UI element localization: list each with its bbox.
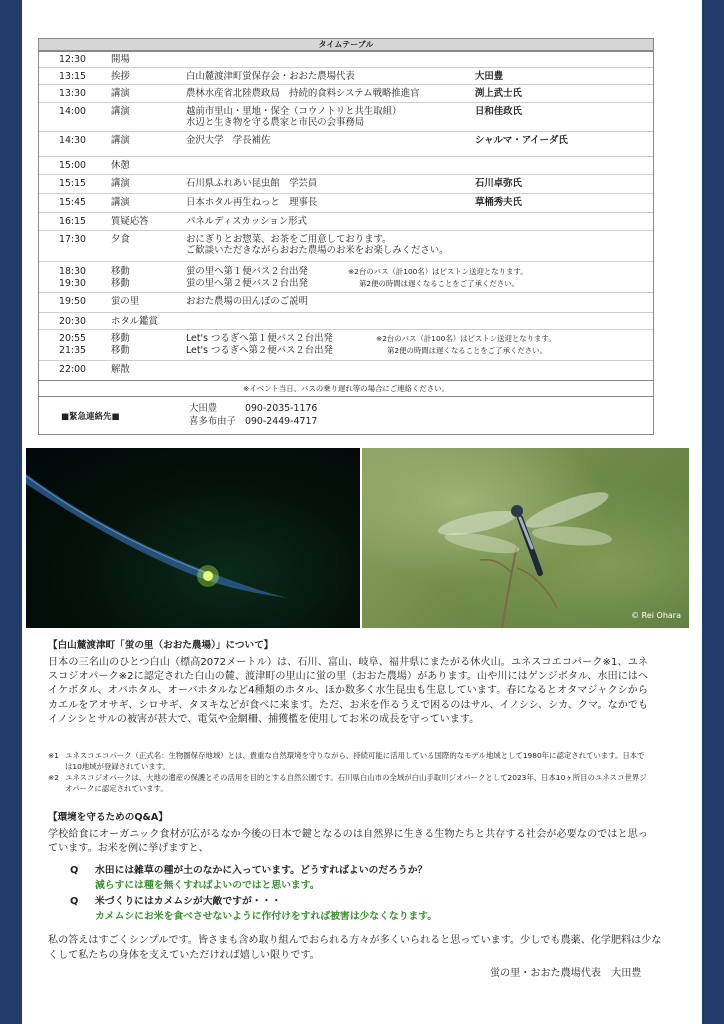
row-time: 22:00 [59,364,87,375]
dragonfly-photo [362,448,689,628]
row-time: 14:00 [59,106,87,117]
row-description [186,296,516,307]
row-label: 移動 [111,333,130,344]
firefly-on-leaf-image [26,448,360,628]
row-description [186,178,516,189]
row-time: 19:30 [59,278,87,289]
qa-heading: 【環境を守るためのQ&A】 [48,812,168,823]
contact-phone: 090-2035-1176 [245,403,318,414]
footnote-2 [48,772,658,794]
description-line: 蛍の里へ第１便バス２台出発 [186,266,308,277]
contact-name: 大田豊 [189,403,218,414]
row-description [186,197,516,208]
row-label: 移動 [111,278,130,289]
qa-item [70,864,630,894]
qa-item [70,895,630,925]
row-time: 17:30 [59,234,87,245]
about-heading: 【白山麓渡津町「蛍の里（おおた農場）」について】 [48,640,274,651]
question-text: 米づくりにはカメムシが大敵ですが・・・ [95,896,282,907]
bus-note: 第2便の時間は遅くなることをご了承ください。 [387,346,547,355]
description-line: 石川県ふれあい昆虫館 学芸員 [186,178,318,189]
row-label: 講演 [111,135,130,146]
closing-text: 私の答えはすごくシンプルです。皆さまも含め取り組んでおられる方々が多くいられると思っています。少しでも農薬、化学肥料は少なくして私たちの身体を支えていただければ嬉しい限りです。 [48,935,662,961]
footnote-text: ユネスコジオパークは、大地の遺産の保護とその活用を目的とする自然公園です。石川県白山市の全域が白山手取川ジオパークとして2023年、日本10ヶ所目のユネスコ世界ジオパークに認定されています。 [65,773,647,793]
description-line: 白山麓渡津町蛍保存会・おおた農場代表 [186,71,355,82]
description-line: 水辺と生き物を守る農家と市民の会事務局 [186,117,365,128]
row-label: 解散 [111,364,130,375]
answer-text: 減らすには種を無くすればよいのではと思います。 [95,880,320,891]
bus-note: ※2台のバス（計100名）はピストン送迎となります。 [348,267,528,276]
timetable-footnote: ※イベント当日、バスの乗り遅れ等の場合にご連絡ください。 [38,381,654,397]
dragonfly-image [362,448,689,628]
signature: 蛍の里・おおた農場代表 大田豊 [490,968,642,979]
answer-text: カメムシにお米を食べさせないように作付けをすれば被害は少なくなります。 [95,911,438,922]
row-time: 21:35 [59,345,87,356]
contact-name: 喜多布由子 [189,416,236,427]
speaker-name: 草桶秀夫氏 [475,197,522,208]
description-line: 日本ホタル再生ねっと 理事長 [186,197,318,208]
row-label: 休憩 [111,160,130,171]
row-description [186,88,516,99]
description-line: Let's つるぎへ第２便バス２台出発 [186,345,333,356]
speaker-name: 日和佳政氏 [475,106,522,117]
timetable-title: タイムテーブル [38,38,654,51]
row-time: 14:30 [59,135,87,146]
photo-credit: © Rei Ohara [631,611,681,620]
row-time: 19:50 [59,296,87,307]
description-line: 金沢大学 学長補佐 [186,135,271,146]
timetable [38,51,654,381]
qa-intro: 学校給食にオーガニック食材が広がるなか今後の日本で鍵となるのは自然界に生きる生物たちと共存する社会が必要なのではと思っています。お米を例に挙げますと、 [48,829,648,855]
row-description [186,135,516,146]
timetable-row [39,106,653,134]
row-time: 16:15 [59,216,87,227]
row-time: 20:30 [59,316,87,327]
row-label: 移動 [111,345,130,356]
row-label: 質疑応答 [111,216,149,227]
row-time: 15:15 [59,178,87,189]
footnote-mark: ※2 [48,773,59,782]
description-line: ご歓談いただきながらおおた農場のお米をお楽しみください。 [186,245,449,256]
row-label: 講演 [111,178,130,189]
speaker-name: 大田豊 [475,71,504,82]
row-label: 開場 [111,54,130,65]
row-time: 13:30 [59,88,87,99]
description-line: 農林水産省北陸農政局 持続的食料システム戦略推進官 [186,88,420,99]
row-time: 15:00 [59,160,87,171]
speaker-name: 石川卓弥氏 [475,178,522,189]
speaker-name: シャルマ・アイーダ氏 [475,135,568,146]
footnote-1 [48,750,658,772]
emergency-title: ■緊急連絡先■ [61,412,120,422]
description-line: パネルディスカッション形式 [186,216,307,227]
footnote-mark: ※1 [48,751,59,760]
footnote-text: ユネスコエコパーク（正式名：生物圏保存地域）とは、貴重な自然環境を守りながら、持続可能に活用している国際的なモデル地域として1980年に認定されています。日本では10地域が登録されています。 [65,751,645,771]
row-description [186,106,516,128]
row-label: 移動 [111,266,130,277]
description-line: おにぎりとお惣菜、お茶をご用意しております。 [186,234,392,245]
row-time: 12:30 [59,54,87,65]
speaker-name: 渕上武士氏 [475,88,522,99]
row-description [186,216,516,227]
about-body: 日本の三名山のひとつ白山（標高2072メートル）は、石川、富山、岐阜、福井県にまたがる休火山。ユネスコエコパーク※1、ユネスコジオパーク※2に認定された白山の麓、渡津町の里山に蛍の里（おおた農場）があります。山や川にはゲンジボタル、水田にはヘイケボタル、オバホタル、オーバホタルなど4種類のホタル、ほか数多く水生昆虫も生息しています。春になるとオタマジャクシからカエルをアオサギ、シロサギ、タヌキなどが食べに来ます。ただ、お米を作るうえで困るのはサル、イノシシ、シカ、クマ。なかでもイノシシとサルの被害が甚大で、電気や金網柵、捕獲檻を使用してお米の成長を守っています。 [48,657,648,725]
row-time: 20:55 [59,333,87,344]
description-line: おおた農場の田んぼのご説明 [186,296,308,307]
bus-note: ※2台のバス（計100名）はピストン送迎となります。 [376,334,556,343]
row-label: 蛍の里 [111,296,140,307]
question-mark: Q [70,865,79,876]
row-label: 講演 [111,88,130,99]
row-time: 15:45 [59,197,87,208]
firefly-photo [26,448,360,628]
row-label: 夕食 [111,234,130,245]
row-label: 講演 [111,106,130,117]
bus-note: 第2便の時間は遅くなることをご了承ください。 [359,279,519,288]
contact-phone: 090-2449-4717 [245,416,318,427]
question-mark: Q [70,896,79,907]
row-label: ホタル鑑賞 [111,316,158,327]
timetable-row [39,135,653,163]
row-description [186,71,516,82]
description-line: Let's つるぎへ第１便バス２台出発 [186,333,333,344]
timetable-row [39,234,653,262]
row-label: 挨拶 [111,71,130,82]
row-time: 18:30 [59,266,87,277]
row-description [186,234,516,256]
row-time: 13:15 [59,71,87,82]
row-label: 講演 [111,197,130,208]
question-text: 水田には雑草の種が土のなかに入っています。どうすればよいのだろうか？ [95,865,428,876]
description-line: 越前市里山・里地・保全（コウノトリと共生取組） [186,106,402,117]
description-line: 蛍の里へ第２便バス２台出発 [186,278,308,289]
emergency-contacts [38,397,654,435]
